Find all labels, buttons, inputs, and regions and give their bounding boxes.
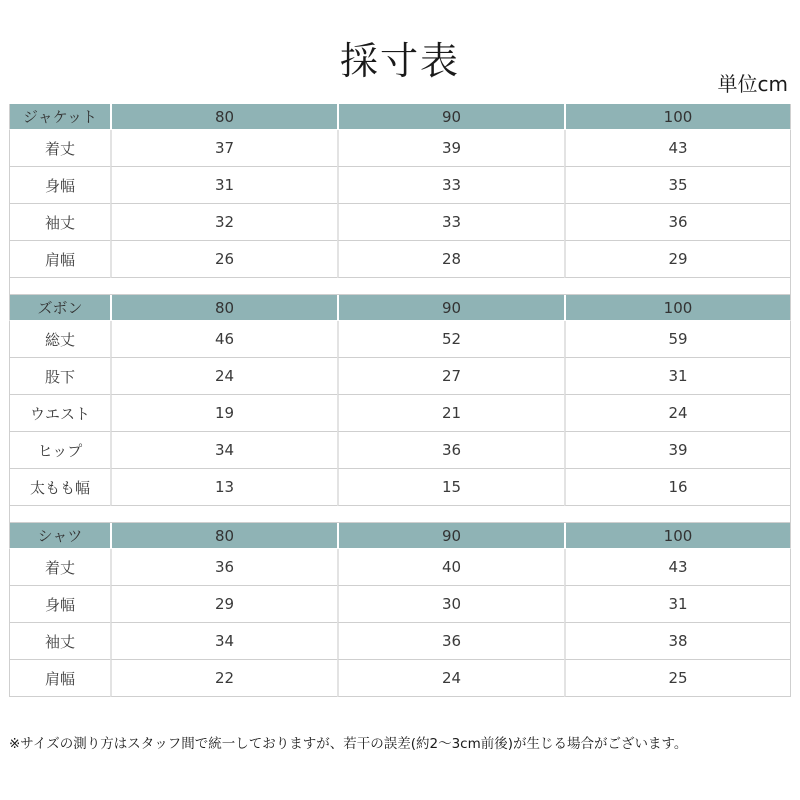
cell-value: 33 — [337, 204, 564, 241]
table-row — [9, 549, 791, 586]
cell-value: 38 — [564, 623, 791, 660]
cell-value: 36 — [564, 204, 791, 241]
cell-value: 36 — [337, 623, 564, 660]
size-header: 80 — [110, 295, 337, 321]
cell-value: 28 — [337, 241, 564, 278]
cell-value: 33 — [337, 167, 564, 204]
cell-value: 24 — [564, 395, 791, 432]
section-name: シャツ — [9, 523, 110, 549]
row-label: 股下 — [9, 358, 110, 395]
size-header: 80 — [110, 523, 337, 549]
row-label: 袖丈 — [9, 623, 110, 660]
cell-value: 46 — [110, 321, 337, 358]
size-header: 100 — [564, 104, 791, 130]
cell-value: 37 — [110, 130, 337, 167]
cell-value: 59 — [564, 321, 791, 358]
cell-value: 19 — [110, 395, 337, 432]
cell-value: 31 — [110, 167, 337, 204]
table-row — [9, 623, 791, 660]
table-row — [9, 586, 791, 623]
cell-value: 36 — [110, 549, 337, 586]
size-header: 90 — [337, 104, 564, 130]
cell-value: 31 — [564, 358, 791, 395]
row-label: ヒップ — [9, 432, 110, 469]
table-row — [9, 432, 791, 469]
row-label: 総丈 — [9, 321, 110, 358]
measurement-note: ※サイズの測り方はスタッフ間で統一しておりますが、若干の誤差(約2〜3cm前後)が生じる場合がございます。 — [9, 736, 688, 752]
cell-value: 36 — [337, 432, 564, 469]
row-label: 着丈 — [9, 549, 110, 586]
section-header-jacket — [9, 104, 791, 130]
cell-value: 29 — [110, 586, 337, 623]
row-label: ウエスト — [9, 395, 110, 432]
row-label: 太もも幅 — [9, 469, 110, 506]
table-row — [9, 395, 791, 432]
table-row — [9, 358, 791, 395]
cell-value: 29 — [564, 241, 791, 278]
cell-value: 24 — [110, 358, 337, 395]
cell-value: 26 — [110, 241, 337, 278]
table-row — [9, 130, 791, 167]
cell-value: 15 — [337, 469, 564, 506]
cell-value: 32 — [110, 204, 337, 241]
table-row — [9, 167, 791, 204]
cell-value: 39 — [564, 432, 791, 469]
size-header: 100 — [564, 295, 791, 321]
section-spacer — [9, 278, 791, 295]
section-spacer — [9, 506, 791, 523]
table-row — [9, 321, 791, 358]
table-row — [9, 660, 791, 697]
row-label: 着丈 — [9, 130, 110, 167]
table-row — [9, 204, 791, 241]
cell-value: 35 — [564, 167, 791, 204]
unit-label: 単位cm — [717, 72, 788, 96]
cell-value: 34 — [110, 432, 337, 469]
cell-value: 24 — [337, 660, 564, 697]
cell-value: 21 — [337, 395, 564, 432]
table-row — [9, 241, 791, 278]
cell-value: 30 — [337, 586, 564, 623]
cell-value: 22 — [110, 660, 337, 697]
size-header: 90 — [337, 523, 564, 549]
cell-value: 52 — [337, 321, 564, 358]
cell-value: 16 — [564, 469, 791, 506]
size-header: 90 — [337, 295, 564, 321]
section-name: ジャケット — [9, 104, 110, 130]
size-header: 100 — [564, 523, 791, 549]
section-name: ズボン — [9, 295, 110, 321]
cell-value: 31 — [564, 586, 791, 623]
row-label: 袖丈 — [9, 204, 110, 241]
cell-value: 39 — [337, 130, 564, 167]
row-label: 肩幅 — [9, 241, 110, 278]
page-title: 採寸表 — [339, 39, 460, 83]
section-header-pants — [9, 295, 791, 321]
size-chart — [9, 104, 791, 697]
cell-value: 27 — [337, 358, 564, 395]
cell-value: 40 — [337, 549, 564, 586]
size-header: 80 — [110, 104, 337, 130]
cell-value: 13 — [110, 469, 337, 506]
row-label: 身幅 — [9, 167, 110, 204]
cell-value: 34 — [110, 623, 337, 660]
table-row — [9, 469, 791, 506]
row-label: 身幅 — [9, 586, 110, 623]
row-label: 肩幅 — [9, 660, 110, 697]
cell-value: 25 — [564, 660, 791, 697]
cell-value: 43 — [564, 549, 791, 586]
size-table — [9, 104, 791, 697]
section-header-shirt — [9, 523, 791, 549]
cell-value: 43 — [564, 130, 791, 167]
